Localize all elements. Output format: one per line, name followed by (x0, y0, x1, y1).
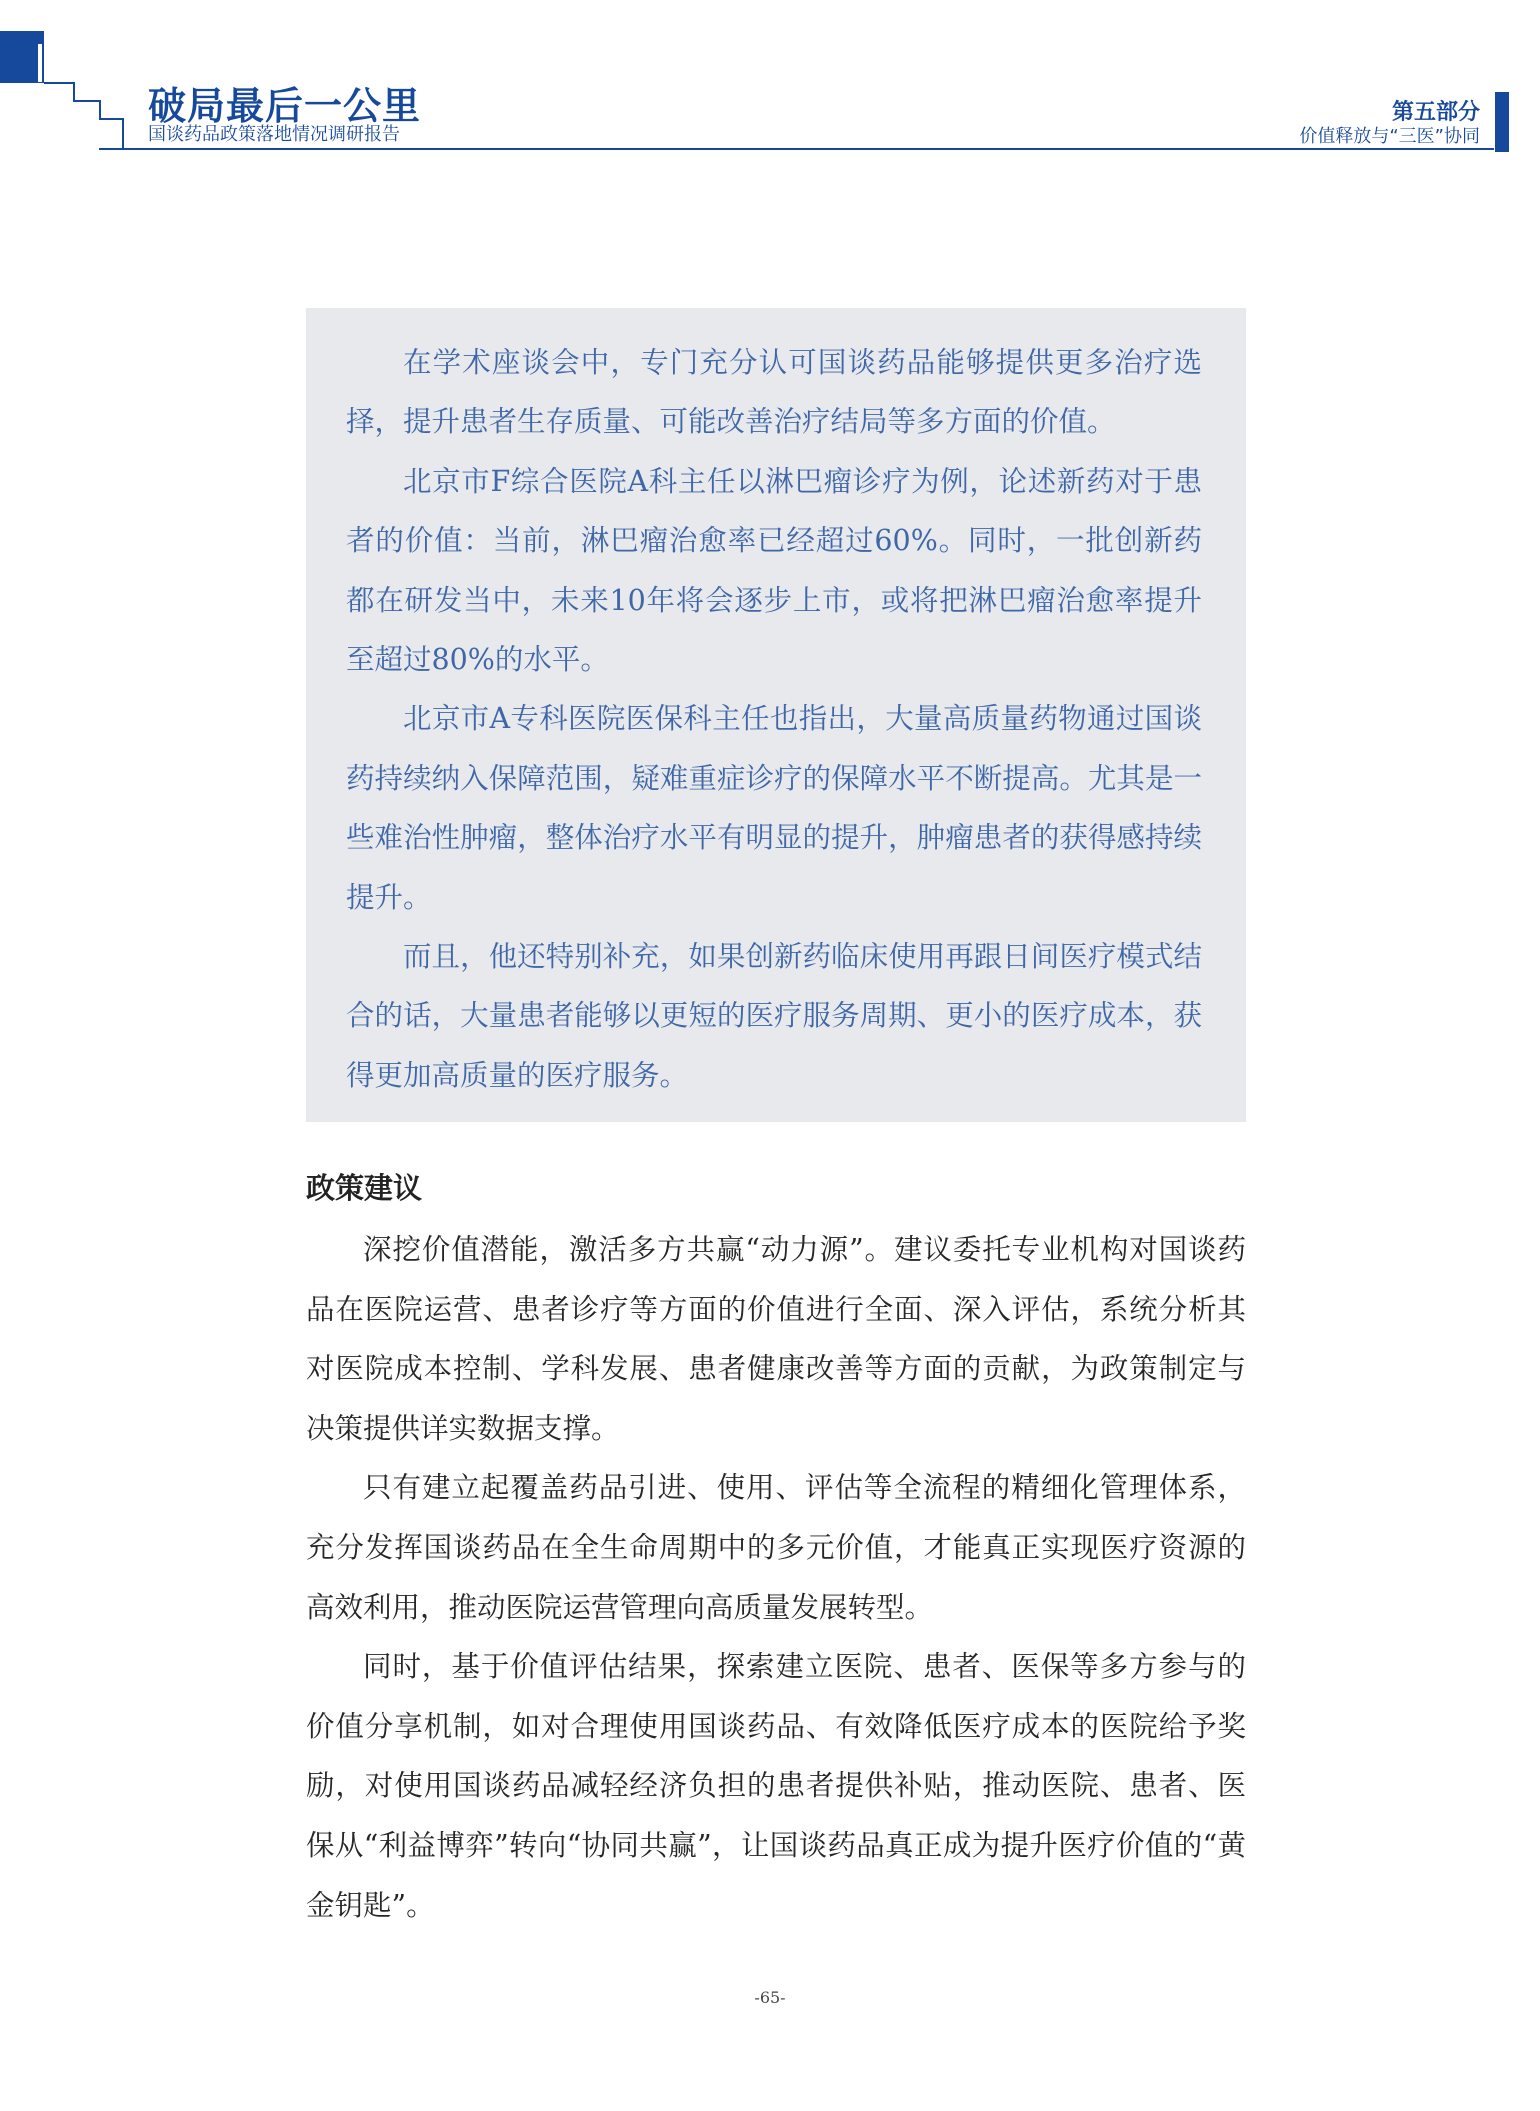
header-right-accent (1495, 92, 1509, 152)
header-accent-notch (38, 44, 42, 82)
body-paragraph: 只有建立起覆盖药品引进、使用、评估等全流程的精细化管理体系，充分发挥国谈药品在全生命周期中的多元价值，才能真正实现医疗资源的高效利用，推动医院运营管理向高质量发展转型。 (306, 1471, 1246, 1624)
header-step-line (73, 100, 101, 102)
report-title: 破局最后一公里 (148, 84, 422, 128)
header-step-line (99, 118, 124, 120)
body-paragraph: 同时，基于价值评估结果，探索建立医院、患者、医保等多方参与的价值分享机制，如对合理使用国谈药品、有效降低医疗成本的医院给予奖励，对使用国谈药品减轻经济负担的患者提供补贴，推动医院、患者、医保从“利益博弈”转向“协同共赢”，让国谈药品真正成为提升医疗价值的“黄金钥匙”。 (306, 1650, 1246, 1922)
section-body (306, 1220, 1246, 1935)
header-step-line (99, 100, 101, 120)
body-paragraph: 深挖价值潜能，激活多方共赢“动力源”。建议委托专业机构对国谈药品在医院运营、患者诊疗等方面的价值进行全面、深入评估，系统分析其对医院成本控制、学科发展、患者健康改善等方面的贡献，为政策制定与决策提供详实数据支撑。 (306, 1233, 1246, 1445)
quote-paragraph: 北京市F综合医院A科主任以淋巴瘤诊疗为例，论述新药对于患者的价值：当前，淋巴瘤治愈率已经超过60%。同时，一批创新药都在研发当中，未来10年将会逐步上市，或将把淋巴瘤治愈率提升至超过80%的水平。 (346, 464, 1202, 677)
page-number: -65- (754, 1988, 786, 2007)
header-step-line (73, 82, 75, 102)
quote-paragraph: 北京市A专科医院医保科主任也指出，大量高质量药物通过国谈药持续纳入保障范围，疑难重症诊疗的保障水平不断提高。尤其是一些难治性肿瘤，整体治疗水平有明显的提升，肿瘤患者的获得感持续提升。 (346, 702, 1202, 914)
header-rule (99, 148, 1494, 150)
header-step-line (44, 82, 74, 84)
quote-paragraph: 而且，他还特别补充，如果创新药临床使用再跟日间医疗模式结合的话，大量患者能够以更短的医疗服务周期、更小的医疗成本，获得更加高质量的医疗服务。 (346, 940, 1202, 1092)
report-subtitle: 国谈药品政策落地情况调研报告 (148, 124, 400, 145)
part-subtitle: 价值释放与“三医”协同 (1299, 126, 1480, 147)
part-label: 第五部分 (1391, 100, 1480, 125)
header-step-line (122, 118, 124, 150)
quote-paragraph: 在学术座谈会中，专门充分认可国谈药品能够提供更多治疗选择，提升患者生存质量、可能改善治疗结局等多方面的价值。 (346, 346, 1202, 439)
quote-box (306, 308, 1246, 1122)
section-heading: 政策建议 (306, 1171, 423, 1205)
